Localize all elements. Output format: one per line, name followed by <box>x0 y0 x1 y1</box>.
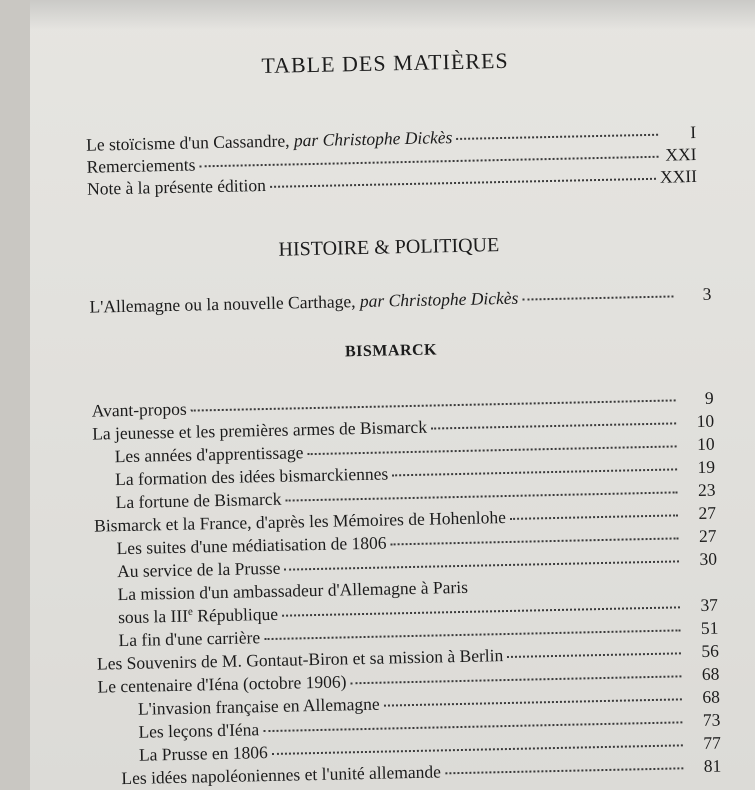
toc-body <box>30 0 755 790</box>
dot-leader <box>199 154 658 168</box>
entry-page: XXII <box>659 165 698 187</box>
entry-label: Le stoïcisme d'un Cassandre, par Christophe Dickès <box>85 127 453 155</box>
entry-label: Au service de la Prusse <box>116 557 281 582</box>
dot-leader <box>350 673 681 684</box>
dot-leader <box>263 719 682 732</box>
entry-label: Les suites d'une médiatisation de 1806 <box>116 532 387 559</box>
entry-label: La mission d'un ambassadeur d'Allemagne à Paris <box>117 576 469 605</box>
entry-label: Le centenaire d'Iéna (octobre 1906) <box>97 671 347 697</box>
dot-leader <box>445 765 684 774</box>
entry-label: La jeunesse et les premières armes de Bismarck <box>92 416 428 444</box>
entry-page: 10 <box>696 433 715 454</box>
dot-leader <box>270 176 656 188</box>
entry-label: Les Souvenirs de M. Gontaut-Biron et sa mission à Berlin <box>96 645 504 674</box>
toc-title: TABLE DES MATIÈRES <box>261 47 509 79</box>
entry-page: 68 <box>701 663 720 684</box>
dot-leader <box>507 650 681 658</box>
entry-label: Bismarck et la France, d'après les Mémoires de Hohenlohe <box>93 507 507 536</box>
section-heading: HISTOIRE & POLITIQUE <box>278 234 500 261</box>
entry-label: La Prusse en 1806 <box>138 742 268 765</box>
entry-page: 10 <box>696 410 715 431</box>
entry-page: 51 <box>700 617 719 638</box>
entry-page: 27 <box>698 502 717 523</box>
dot-leader <box>431 420 676 429</box>
entry-page: 3 <box>702 283 712 304</box>
entry-page: 27 <box>698 525 717 546</box>
entry-page: 73 <box>702 709 721 730</box>
entry-label: La formation des idées bismarckiennes <box>114 463 389 490</box>
entry-page: 37 <box>700 594 719 615</box>
toc-entry <box>89 284 711 318</box>
entry-page: 9 <box>704 387 714 408</box>
book-page <box>30 0 755 790</box>
dot-leader <box>191 397 676 411</box>
entry-label: Les années d'apprentissage <box>114 442 304 467</box>
dot-leader <box>284 558 679 570</box>
dot-leader <box>456 132 658 140</box>
dot-leader <box>510 512 678 520</box>
entry-page: 23 <box>697 479 716 500</box>
entry-label: La fin d'une carrière <box>118 627 261 651</box>
entry-page: 30 <box>699 548 718 569</box>
entry-page: 77 <box>703 732 722 753</box>
dot-leader <box>384 696 682 706</box>
dot-leader <box>285 489 677 501</box>
entry-label: Remerciements <box>86 154 196 177</box>
entry-label: La fortune de Bismarck <box>115 488 282 513</box>
entry-label: sous la IIIe République <box>117 603 279 628</box>
entry-label: Les leçons d'Iéna <box>138 719 260 742</box>
dot-leader <box>272 742 683 755</box>
entry-page: 81 <box>703 755 722 776</box>
entry-label: Avant-propos <box>91 398 187 421</box>
dot-leader <box>522 293 673 300</box>
dot-leader <box>392 466 677 476</box>
dot-leader <box>282 604 680 616</box>
entry-page: 56 <box>701 640 720 661</box>
dot-leader <box>307 443 676 455</box>
entry-label: Les idées napoléoniennes et l'unité allemande <box>121 761 442 789</box>
subsection-heading: BISMARCK <box>344 341 438 361</box>
entry-page: 19 <box>697 456 716 477</box>
entry-page: 68 <box>702 686 721 707</box>
dot-leader <box>264 627 680 640</box>
dot-leader <box>391 535 679 545</box>
entry-label: Note à la présente édition <box>86 174 267 199</box>
entry-page: XXI <box>665 143 697 165</box>
entry-label: L'invasion française en Allemagne <box>137 693 380 719</box>
entry-page: I <box>689 121 697 143</box>
entry-label: L'Allemagne ou la nouvelle Carthage, par Christophe Dickès <box>89 287 519 317</box>
